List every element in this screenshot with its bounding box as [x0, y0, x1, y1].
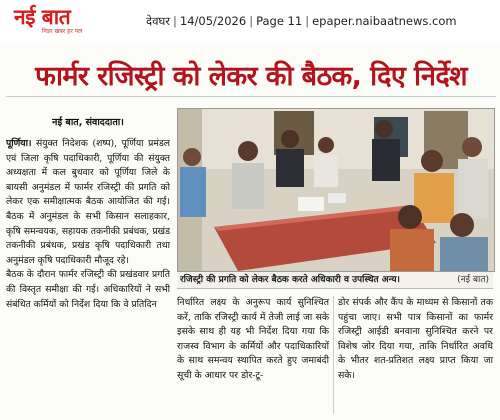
separator: | [173, 14, 177, 28]
masthead [0, 0, 500, 44]
column-divider [333, 296, 334, 414]
site-url[interactable]: epaper.naibaatnews.com [312, 14, 457, 28]
photo-credit: (नई बात) [457, 275, 489, 285]
separator: | [249, 14, 254, 28]
edition-city: देवघर [146, 14, 171, 28]
page-number: Page 11 [256, 14, 303, 28]
article-paragraph-1: संयुक्त निदेशक (शष्प), पूर्णिया प्रमंडल एवं जिला कृषि पदाधिकारी, पूर्णिया की संयुक्त अध्यक्षता में कल बुधवार को पूर्णिया जिले के बायसी अनुमंडल में फार्मर रजिस्ट्री की प्रगति को लेकर एक समीक्षात्मक बैठक आयोजित की गई। बैठक में अनुमंडल के सभी किसान सलाहकार, कृषि समन्वयक, सहायक तकनीकी प्रबंधक, प्रखंड तकनीकी प्रबंधक, प्रखंड कृषि पदाधिकारी तथा अनुमंडल कृषि पदाधिकारी मौजूद रहे। [6, 138, 170, 266]
article-byline: नई बात, संवाददाता। [52, 117, 124, 128]
article-headline: फार्मर रजिस्ट्री को लेकर की बैठक, दिए निर्देश [6, 52, 496, 97]
meeting-photo-illustration [178, 109, 494, 271]
photo-caption-text: रजिस्ट्री की प्रगति को लेकर बैठक करते अधिकारी व उपस्थित अन्य। [180, 275, 400, 285]
photo-caption [177, 272, 493, 289]
article-column-1 [6, 137, 170, 420]
article-column-3: डोर संपर्क और कैंप के माध्यम से किसानों तक पहुंचा जाए। सभी पात्र किसानों का फार्मर रजिस्ट्री आईडी बनवाना सुनिश्चित करने पर विशेष जोर दिया गया, ताकि निर्धारित अवधि के भीतर शत-प्रतिशत लक्ष्य प्राप्त किया जा सके। [338, 297, 493, 381]
edition-info [146, 14, 457, 29]
dateline: पूर्णिया। [6, 138, 32, 149]
article-column-2: निर्धारित लक्ष्य के अनुरूप कार्य सुनिश्चित करें, ताकि रजिस्ट्री कार्य में तेजी लाई जा सके इसके साथ ही यह भी निर्देश दिया गया कि राजस्व विभाग के कर्मियों और पदाधिकारियों के साथ समन्वय स्थापित करते हुए जमाबंदी सूची के आधार पर डोर-टू- [177, 297, 329, 381]
meeting-photo [177, 108, 495, 272]
logo-text: नई बात [14, 4, 71, 29]
edition-date: 14/05/2026 [179, 14, 247, 28]
separator: | [305, 14, 310, 28]
logo-tagline: निडर खबर हर पल [42, 28, 83, 35]
article-paragraph-2: बैठक के दौरान फार्मर रजिस्ट्री की प्रखंडवार प्रगति की विस्तृत समीक्षा की गई। अधिकारियों ने सभी संबंधित कर्मियों को निर्देश दिया कि वे प्रतिदिन [6, 269, 170, 310]
newspaper-logo[interactable] [14, 6, 122, 40]
